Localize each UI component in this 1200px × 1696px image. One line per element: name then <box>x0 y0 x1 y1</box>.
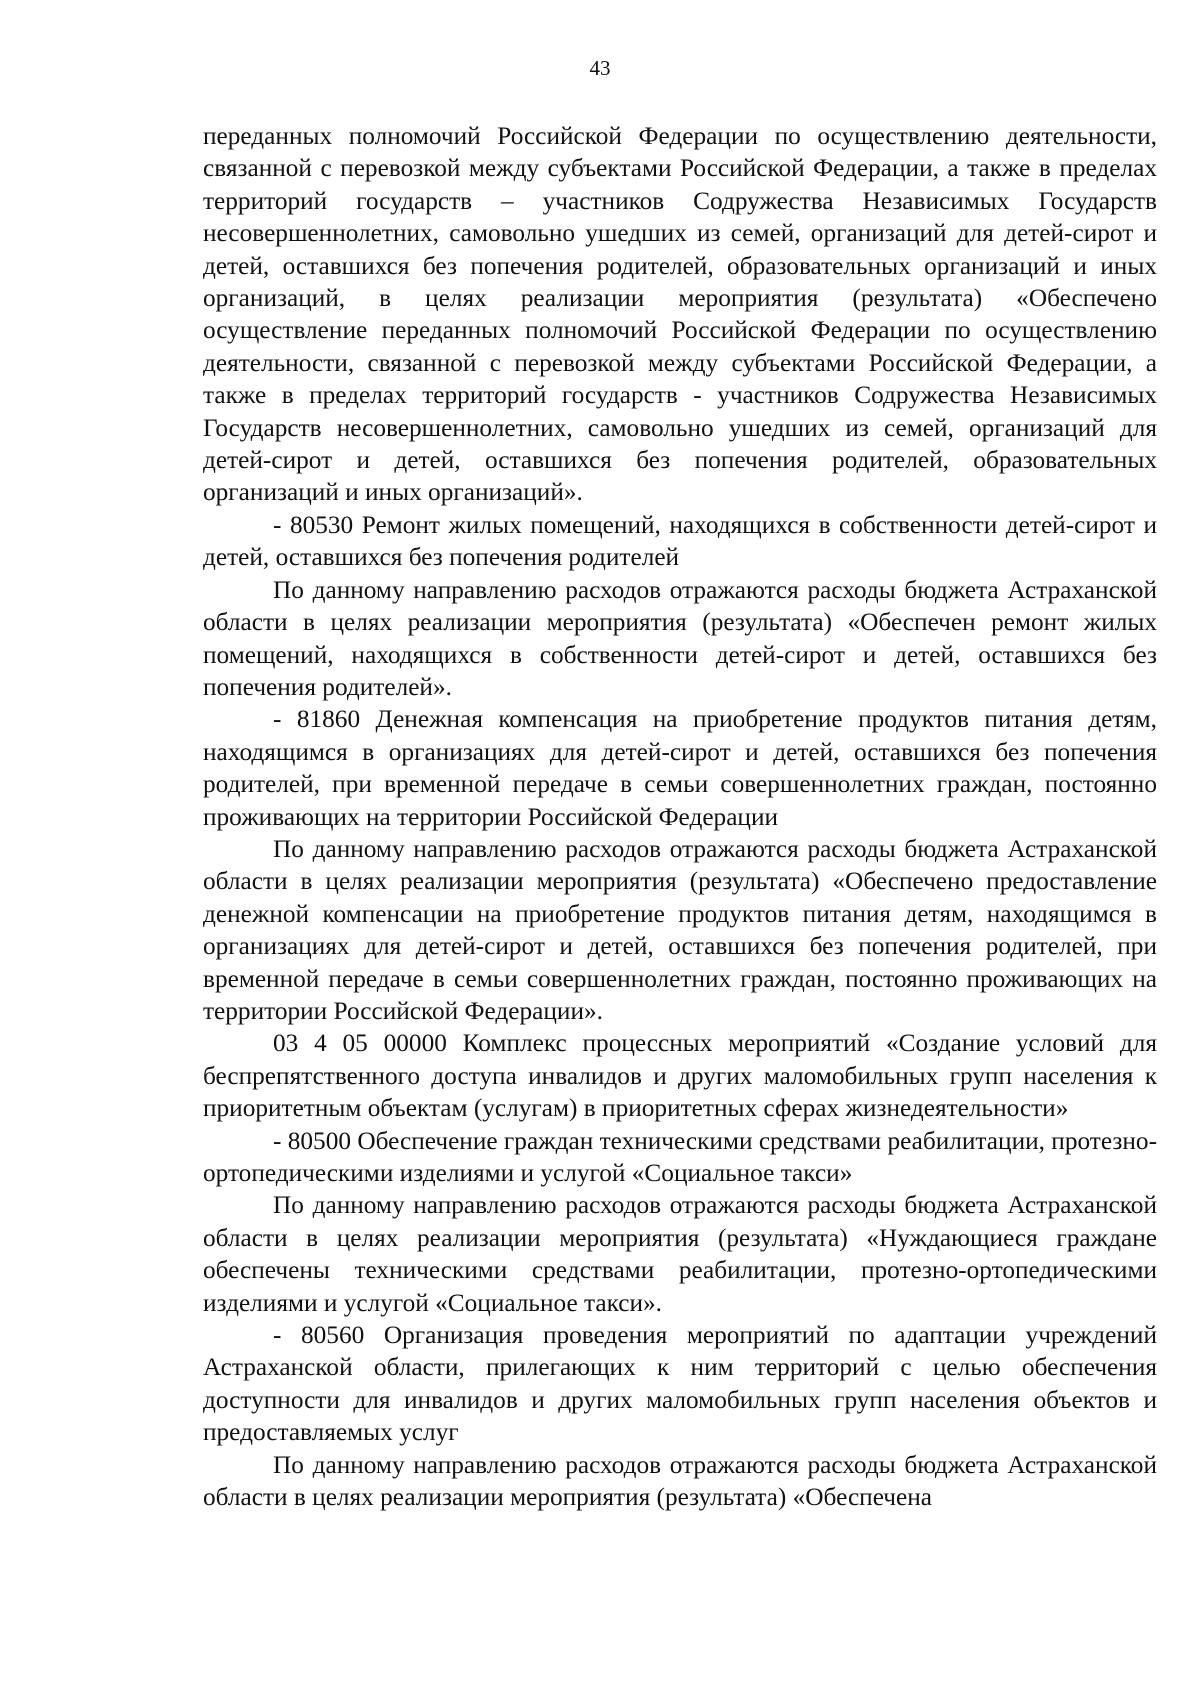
paragraph-80560-description: По данному направлению расходов отражаются расходы бюджета Астраханской области в целях реализации мероприятия (результата) «Обеспечена <box>203 1450 1157 1512</box>
paragraph-81860-description: По данному направлению расходов отражаются расходы бюджета Астраханской области в целях реализации мероприятия (результата) «Обеспечено предоставление денежной компенсации на приобретение продуктов питания детям, находящимся в организациях для детей-сирот и детей, оставшихся без попечения родителей, при временной передаче в семьи совершеннолетних граждан, постоянно проживающих на территории Российской Федерации». <box>203 834 1157 1025</box>
paragraph-81860-heading: - 81860 Денежная компенсация на приобретение продуктов питания детям, находящимся в организациях для детей-сирот и детей, оставшихся без попечения родителей, при временной передаче в семьи совершеннолетних граждан, постоянно проживающих на территории Российской Федерации <box>203 705 1157 831</box>
paragraph-80500-heading: - 80500 Обеспечение граждан техническими средствами реабилитации, протезно-ортопедическими изделиями и услугой «Социальное такси» <box>203 1126 1157 1187</box>
paragraph-80530-heading: - 80530 Ремонт жилых помещений, находящихся в собственности детей-сирот и детей, оставшихся без попечения родителей <box>203 510 1157 572</box>
page-number: 43 <box>589 56 611 80</box>
document-body <box>203 120 1157 1513</box>
paragraph-80530-description: По данному направлению расходов отражаются расходы бюджета Астраханской области в целях реализации мероприятия (результата) «Обеспечен ремонт жилых помещений, находящихся в собственности детей-сирот и детей, оставшихся без попечения родителей». <box>203 575 1157 701</box>
paragraph-section-heading: 03 4 05 00000 Комплекс процессных мероприятий «Создание условий для беспрепятственного доступа инвалидов и других маломобильных групп населения к приоритетным объектам (услугам) в приоритетных сферах жизнедеятельности» <box>203 1029 1157 1123</box>
paragraph-80500-description: По данному направлению расходов отражаются расходы бюджета Астраханской области в целях реализации мероприятия (результата) «Нуждающиеся граждане обеспечены техническими средствами реабилитации, протезно-ортопедическими изделиями и услугой «Социальное такси». <box>203 1191 1157 1317</box>
paragraph-80560-heading: - 80560 Организация проведения мероприятий по адаптации учреждений Астраханской области, прилегающих к ним территорий с целью обеспечения доступности для инвалидов и других маломобильных групп населения объектов и предоставляемых услуг <box>203 1321 1157 1447</box>
paragraph-intro: переданных полномочий Российской Федерации по осуществлению деятельности, связанной с перевозкой между субъектами Российской Федерации, а также в пределах территорий государств – участников Содружества Независимых Государств несовершеннолетних, самовольно ушедших из семей, организаций для детей-сирот и детей, оставшихся без попечения родителей, образовательных организаций и иных организаций, в целях реализации мероприятия (результата) «Обеспечено осуществление переданных полномочий Российской Федерации по осуществлению деятельности, связанной с перевозкой между субъектами Российской Федерации, а также в пределах территорий государств - участников Содружества Независимых Государств несовершеннолетних, самовольно ушедших из семей, организаций для детей-сирот и детей, оставшихся без попечения родителей, образовательных организаций и иных организаций». <box>203 122 1157 507</box>
